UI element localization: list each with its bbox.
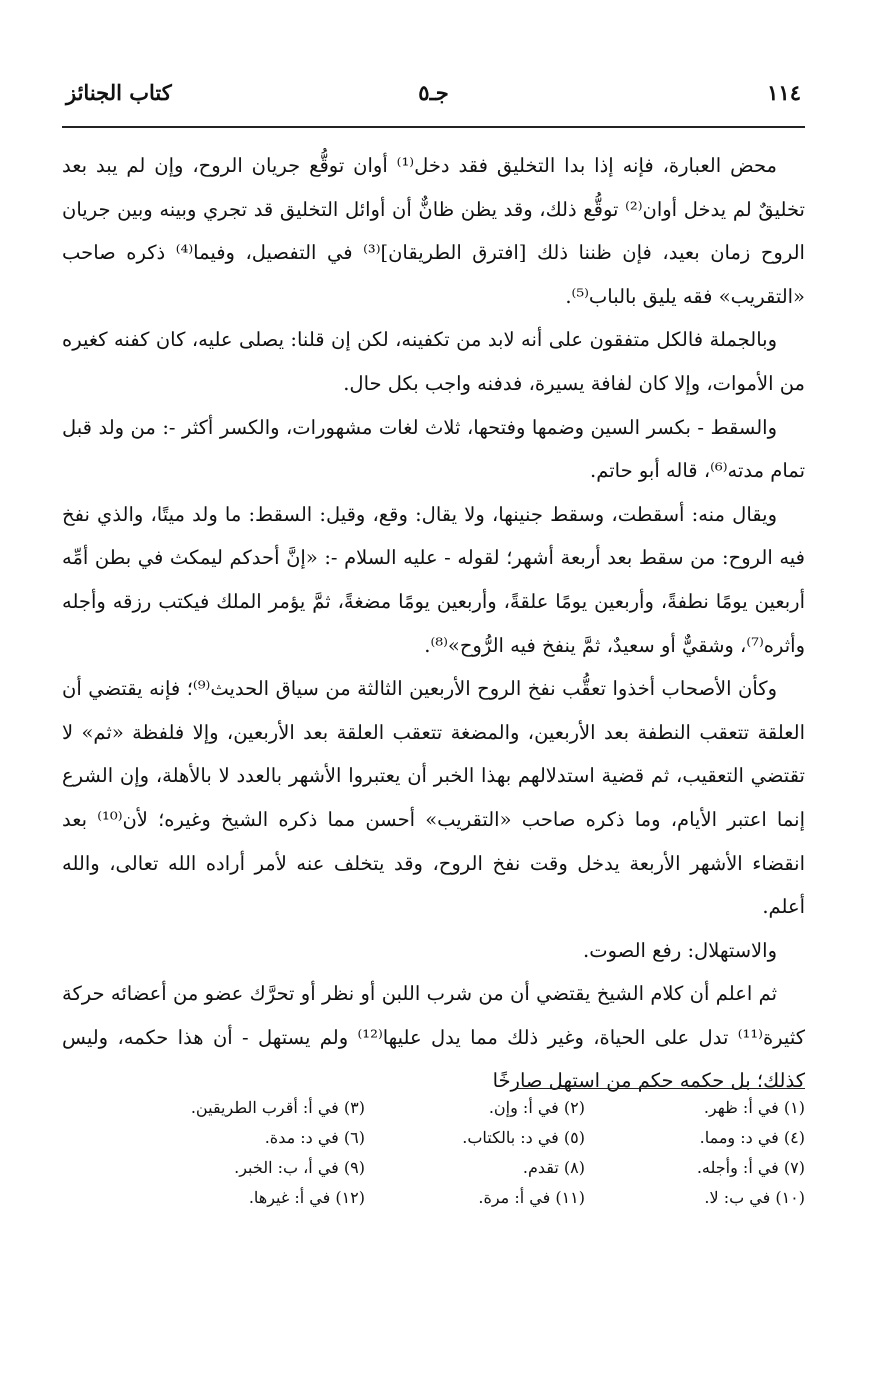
footnote: (٥) في د: بالكتاب.	[462, 1128, 585, 1147]
running-head	[62, 76, 805, 114]
paragraph: والسقط - بكسر السين وضمها وفتحها، ثلاث لغات مشهورات، والكسر أكثر -: من ولد قبل تمام مدته⁽⁶⁾، قاله أبو حاتم.	[62, 415, 805, 483]
footnote-rule	[515, 1088, 805, 1089]
body-text	[62, 144, 805, 1103]
footnote: (٤) في د: ومما.	[699, 1128, 805, 1147]
chapter-title: كتاب الجنائز	[66, 80, 172, 105]
footnote: (٩) في أ، ب: الخبر.	[234, 1158, 365, 1177]
footnote: (١) في أ: ظهر.	[703, 1098, 805, 1117]
paragraph: ثم اعلم أن كلام الشيخ يقتضي أن من شرب اللبن أو نظر أو تحرَّك عضو من أعضائه حركة كثيرة⁽¹¹⁾ تدل على الحياة، وغير ذلك مما يدل عليها⁽¹²⁾ ولم يستهل - أن هذا حكمه، وليس كذلك؛ بل حكمه حكم من استهل صارخًا	[62, 982, 805, 1093]
footnote: (٢) في أ: وإن.	[488, 1098, 585, 1117]
paragraph: محض العبارة، فإنه إذا بدا التخليق فقد دخل⁽¹⁾ أوان توقُّع جريان الروح، وإن لم يبد بعد تخليقٌ لم يدخل أوان⁽²⁾ توقُّع ذلك، وقد يظن ظانٌّ أن أوائل التخليق قد تجري وبينه وبين جريان الروح زمان بعيد، فإن ظننا ذلك [افترق الطريقان]⁽³⁾ في التفصيل، وفيما⁽⁴⁾ ذكره صاحب «التقريب» فقه يليق بالباب⁽⁵⁾.	[62, 154, 805, 308]
footnote: (٨) تقدم.	[522, 1158, 585, 1177]
footnote: (١٠) في ب: لا.	[704, 1188, 805, 1207]
volume-label: جـ٥	[418, 80, 449, 105]
header-rule	[62, 126, 805, 128]
paragraph: وكأن الأصحاب أخذوا تعقُّب نفخ الروح الأربعين الثالثة من سياق الحديث⁽⁹⁾؛ فإنه يقتضي أن العلقة تتعقب النطفة بعد الأربعين، والمضغة تتعقب العلقة بعد الأربعين، وإلا فلفظة «ثم» لا تقتضي التعقيب، ثم قضية استدلالهم بهذا الخبر أن يعتبروا الأشهر بالعدد لا بالأهلة، وإن الشرع إنما اعتبر الأيام، وما ذكره صاحب «التقريب» أحسن مما ذكره الشيخ وغيره؛ لأن⁽¹⁰⁾ بعد انقضاء الأشهر الأربعة يدخل وقت نفخ الروح، وقد يتخلف عنه لأمر أراده الله تعالى، والله أعلم.	[62, 677, 805, 919]
footnote-grid	[62, 1093, 805, 1213]
footnote: (٧) في أ: وأجله.	[696, 1158, 805, 1177]
paragraph: والاستهلال: رفع الصوت.	[583, 938, 777, 962]
footnote: (٣) في أ: أقرب الطريقين.	[190, 1098, 365, 1117]
page-number: ١١٤	[767, 80, 801, 105]
paragraph: ويقال منه: أسقطت، وسقط جنينها، ولا يقال: وقع، وقيل: السقط: ما ولد ميتًا، والذي نفخ فيه الروح: من سقط بعد أربعة أشهر؛ لقوله - عليه السلام -: «إنَّ أحدكم ليمكث في بطن أمِّه أربعين يومًا نطفةً، وأربعين يومًا علقةً، وأربعين يومًا مضغةً، ثمَّ يؤمر الملك فيكتب رزقه وأجله وأثره⁽⁷⁾، وشقيٌّ أو سعيدٌ، ثمَّ ينفخ فيه الرُّوح»⁽⁸⁾.	[62, 502, 805, 657]
footnotes	[62, 1088, 805, 1213]
book-page	[62, 76, 805, 1103]
footnote: (٦) في د: مدة.	[264, 1128, 365, 1147]
footnote: (١٢) في أ: غيرها.	[248, 1188, 365, 1207]
footnote: (١١) في أ: مرة.	[478, 1188, 585, 1207]
paragraph: وبالجملة فالكل متفقون على أنه لابد من تكفينه، لكن إن قلنا: يصلى عليه، كان كفنه كغيره من الأموات، وإلا كان لفافة يسيرة، فدفنه واجب بكل حال.	[62, 328, 805, 395]
